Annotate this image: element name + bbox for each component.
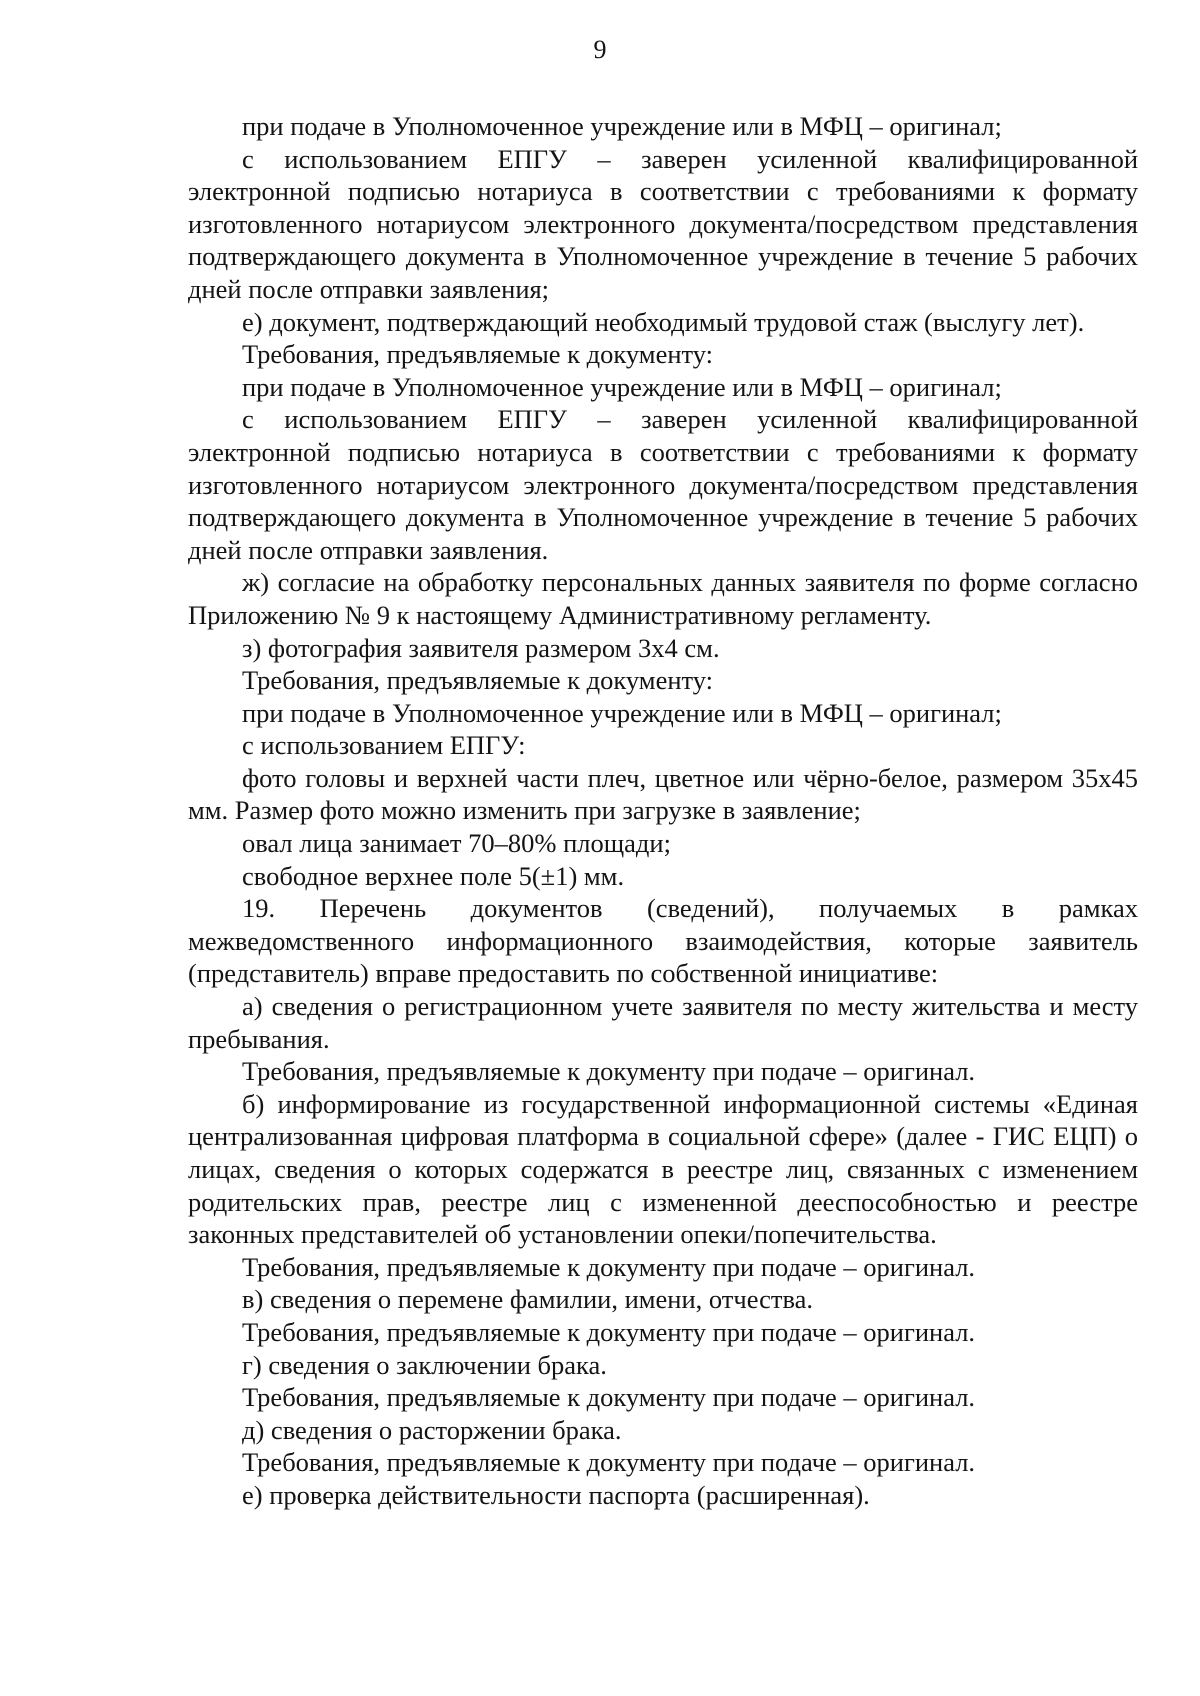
paragraph: а) сведения о регистрационном учете заявителя по месту жительства и месту пребывания. — [188, 991, 1138, 1054]
paragraph: свободное верхнее поле 5(±1) мм. — [242, 860, 625, 891]
paragraph: ж) согласие на обработку персональных данных заявителя по форме согласно Приложению № 9 к настоящему Административному регламенту. — [188, 567, 1138, 630]
paragraph: Требования, предъявляемые к документу: — [242, 665, 714, 696]
paragraph: е) документ, подтверждающий необходимый трудовой стаж (выслугу лет). — [242, 306, 1085, 337]
paragraph: при подаче в Уполномоченное учреждение или в МФЦ – оригинал; — [242, 697, 1002, 728]
paragraph: б) информирование из государственной информационной системы «Единая централизованная цифровая платформа в социальной сфере» (далее - ГИС ЕЦП) о лицах, сведения о которых содержатся в реестре лиц, связанных с изменением родительских прав, реестре лиц с измененной дееспособностью и реестре законных представителей об установлении опеки/попечительства. — [188, 1088, 1138, 1250]
paragraph: з) фотография заявителя размером 3х4 см. — [242, 632, 720, 663]
paragraph: е) проверка действительности паспорта (расширенная). — [242, 1479, 870, 1510]
paragraph: при подаче в Уполномоченное учреждение или в МФЦ – оригинал; — [242, 371, 1002, 402]
paragraph: с использованием ЕПГУ – заверен усиленной квалифицированной электронной подписью нотариуса в соответствии с требованиями к формату изготовленного нотариусом электронного документа/посредством представления подтверждающего документа в Уполномоченное учреждение в течение 5 рабочих дней после отправки заявления; — [188, 143, 1138, 304]
paragraph: 19. Перечень документов (сведений), получаемых в рамках межведомственного информационного взаимодействия, которые заявитель (представитель) вправе предоставить по собственной инициативе: — [188, 893, 1138, 989]
paragraph: фото головы и верхней части плеч, цветное или чёрно-белое, размером 35x45 мм. Размер фото можно изменить при загрузке в заявление; — [188, 762, 1138, 826]
paragraph: Требования, предъявляемые к документу при подаче – оригинал. — [242, 1447, 976, 1478]
paragraph: Требования, предъявляемые к документу при подаче – оригинал. — [242, 1382, 976, 1413]
paragraph: в) сведения о перемене фамилии, имени, отчества. — [242, 1284, 814, 1315]
paragraph: при подаче в Уполномоченное учреждение или в МФЦ – оригинал; — [242, 111, 1002, 141]
paragraph: д) сведения о расторжении брака. — [242, 1414, 622, 1445]
paragraph: г) сведения о заключении брака. — [242, 1349, 607, 1380]
paragraph: с использованием ЕПГУ: — [242, 730, 526, 761]
paragraph: Требования, предъявляемые к документу при подаче – оригинал. — [242, 1251, 976, 1282]
page-number: 9 — [593, 35, 607, 64]
paragraph: овал лица занимает 70–80% площади; — [242, 828, 671, 859]
paragraph: Требования, предъявляемые к документу при подаче – оригинал. — [242, 1056, 976, 1087]
paragraph: с использованием ЕПГУ – заверен усиленной квалифицированной электронной подписью нотариуса в соответствии с требованиями к формату изготовленного нотариусом электронного документа/посредством представления подтверждающего документа в Уполномоченное учреждение в течение 5 рабочих дней после отправки заявления. — [188, 404, 1138, 565]
paragraph: Требования, предъявляемые к документу при подаче – оригинал. — [242, 1316, 976, 1347]
document-body — [188, 110, 1138, 1512]
paragraph: Требования, предъявляемые к документу: — [242, 339, 714, 370]
